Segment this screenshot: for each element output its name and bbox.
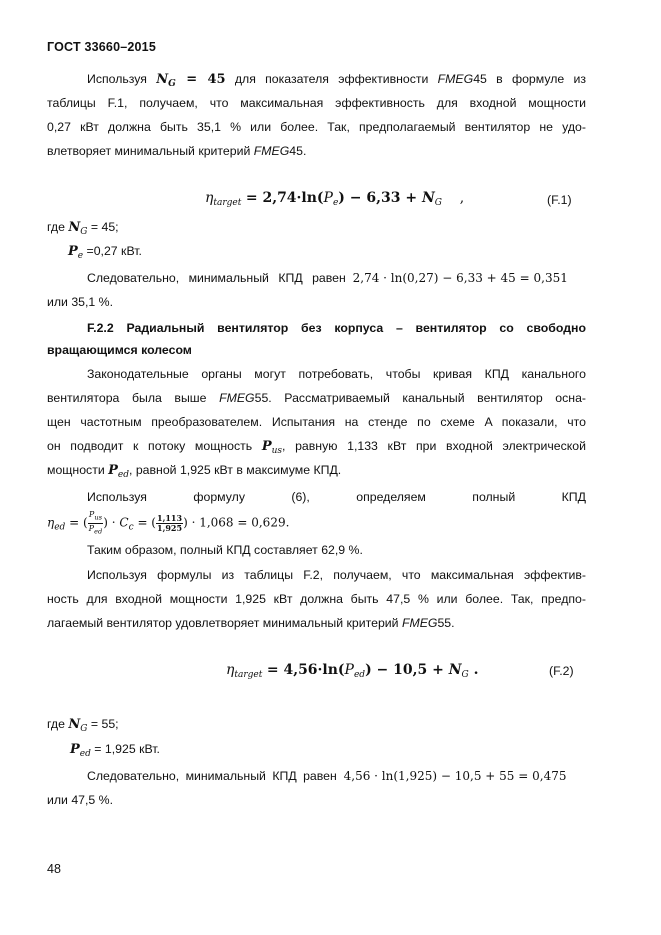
paragraph-line: он подводит к потоку мощность $P_{us}$, равную 1,133 кВт при входной электрической — [47, 439, 586, 456]
section-heading: F.2.2 Радиальный вентилятор без корпуса – вентилятор со свободно — [87, 321, 586, 335]
formula-f1: $\eta_{target} = 2,74\cdot\ln(P_e) - 6,33 + N_G$ , — [205, 190, 465, 208]
section-heading-line2: вращающимся колесом — [47, 343, 192, 357]
where-line-ng: где $N_G = 55$; — [47, 717, 119, 734]
total-kpd-line: Таким образом, полный КПД составляет 62,9 %. — [87, 543, 363, 557]
where-line-ng: где $N_G = 45$; — [47, 220, 119, 237]
paragraph-line: вентилятора была выше FMEG55. Рассматриваемый канальный вентилятор осна- — [47, 391, 587, 405]
page-number: 48 — [47, 862, 61, 876]
standard-header: ГОСТ 33660–2015 — [47, 40, 156, 54]
paragraph-line: Используя $N_G = 45$ для показателя эффективности FMEG45 в формуле из — [87, 72, 587, 89]
paragraph-line: мощности $P_{ed}$, равной 1,925 кВт в максимуме КПД. — [47, 463, 342, 480]
consequently-line: Следовательно, минимальный КПД равен 2,74 · ln(0,27) − 6,33 + 45 = 0,351 — [87, 271, 568, 285]
paragraph-line: таблицы F.1, получаем, что максимальная эффективность для входной мощности — [47, 96, 586, 110]
paragraph-line: щен частотным преобразователем. Испытания на стенде по схеме A показали, что — [47, 415, 586, 429]
paragraph-line: ность для входной мощности 1,925 кВт должна быть 47,5 % или более. Так, предпо- — [47, 592, 586, 606]
consequently-line: Следовательно, минимальный КПД равен 4,56 · ln(1,925) − 10,5 + 55 = 0,475 — [87, 769, 567, 783]
formula-ref-line: Используя формулу (6), определяем полный КПД — [87, 490, 586, 504]
paragraph-line: влетворяет минимальный критерий FMEG45. — [47, 144, 307, 158]
consequently-tail: или 35,1 %. — [47, 295, 114, 309]
formula-number-f1: (F.1) — [547, 193, 572, 207]
where-line-ped: $P_{ed} = 1,925$ кВт. — [70, 742, 160, 759]
paragraph-line: 0,27 кВт должна быть 35,1 % или более. Так, предполагаемый вентилятор не удо- — [47, 120, 586, 134]
formula-f2: $\eta_{target} = 4,56\cdot\ln(P_{ed}) - 10,5 + N_G$ . — [226, 662, 479, 680]
formula-number-f2: (F.2) — [549, 664, 574, 678]
eta-ed-equation: $\eta_{ed}$ = ( $\frac{P_{us}}{P_{ed}}$ ) · $C_c$ = ( $\frac{1,113}{1,925}$ ) · 1,068 = 0,629. — [47, 510, 290, 536]
paragraph-line: лагаемый вентилятор удовлетворяет минимальный критерий FMEG55. — [47, 616, 455, 630]
where-line-pe: $P_e =0,27$ кВт. — [68, 244, 142, 261]
paragraph-line: Законодательные органы могут потребовать, чтобы кривая КПД канального — [87, 367, 586, 381]
paragraph-line: Используя формулы из таблицы F.2, получаем, что максимальная эффектив- — [87, 568, 586, 582]
consequently-tail: или 47,5 %. — [47, 793, 114, 807]
